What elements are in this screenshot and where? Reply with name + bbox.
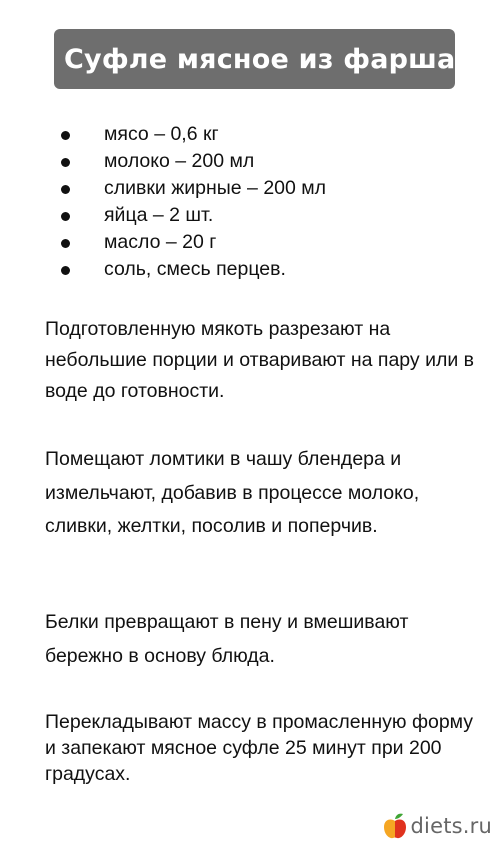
- ingredient-text: мясо – 0,6 кг: [104, 123, 219, 145]
- ingredient-text: сливки жирные – 200 мл: [104, 177, 327, 199]
- list-item: [0, 175, 326, 202]
- ingredient-text: масло – 20 г: [104, 231, 217, 253]
- watermark-text: diets.ru: [410, 814, 492, 838]
- bullet-icon: [61, 266, 70, 275]
- list-item: [0, 229, 326, 256]
- step-paragraph-2: Помещают ломтики в чашу блендера и измельчают, добавив в процессе молоко, сливки, желтки, посолив и поперчив.: [45, 448, 420, 537]
- ingredient-text: яйца – 2 шт.: [104, 204, 214, 226]
- watermark: [382, 812, 492, 840]
- step-paragraph-4: Перекладывают массу в промасленную форму и запекают мясное суфле 25 минут при 200 градусах.: [45, 711, 474, 785]
- bullet-icon: [61, 239, 70, 248]
- list-item: [0, 256, 326, 283]
- bullet-icon: [61, 131, 70, 140]
- bullet-icon: [61, 158, 70, 167]
- ingredient-text: молоко – 200 мл: [104, 150, 255, 172]
- step-paragraph-1: Подготовленную мякоть разрезают на небольшие порции и отваривают на пару или в воде до готовности.: [45, 318, 475, 402]
- bullet-icon: [61, 212, 70, 221]
- list-item: [0, 202, 326, 229]
- ingredient-text: соль, смесь перцев.: [104, 258, 286, 280]
- apple-leaf: [395, 814, 403, 819]
- bullet-icon: [61, 185, 70, 194]
- step-paragraph-3: Белки превращают в пену и вмешивают бережно в основу блюда.: [45, 611, 409, 667]
- list-item: [0, 148, 326, 175]
- apple-right-half: [395, 819, 406, 838]
- apple-left-half: [384, 819, 395, 838]
- title-badge: [54, 29, 455, 89]
- ingredients-list: [0, 121, 326, 283]
- list-item: [0, 121, 326, 148]
- page-title: Суфле мясное из фарша: [64, 43, 456, 75]
- apple-logo-icon: [382, 812, 408, 840]
